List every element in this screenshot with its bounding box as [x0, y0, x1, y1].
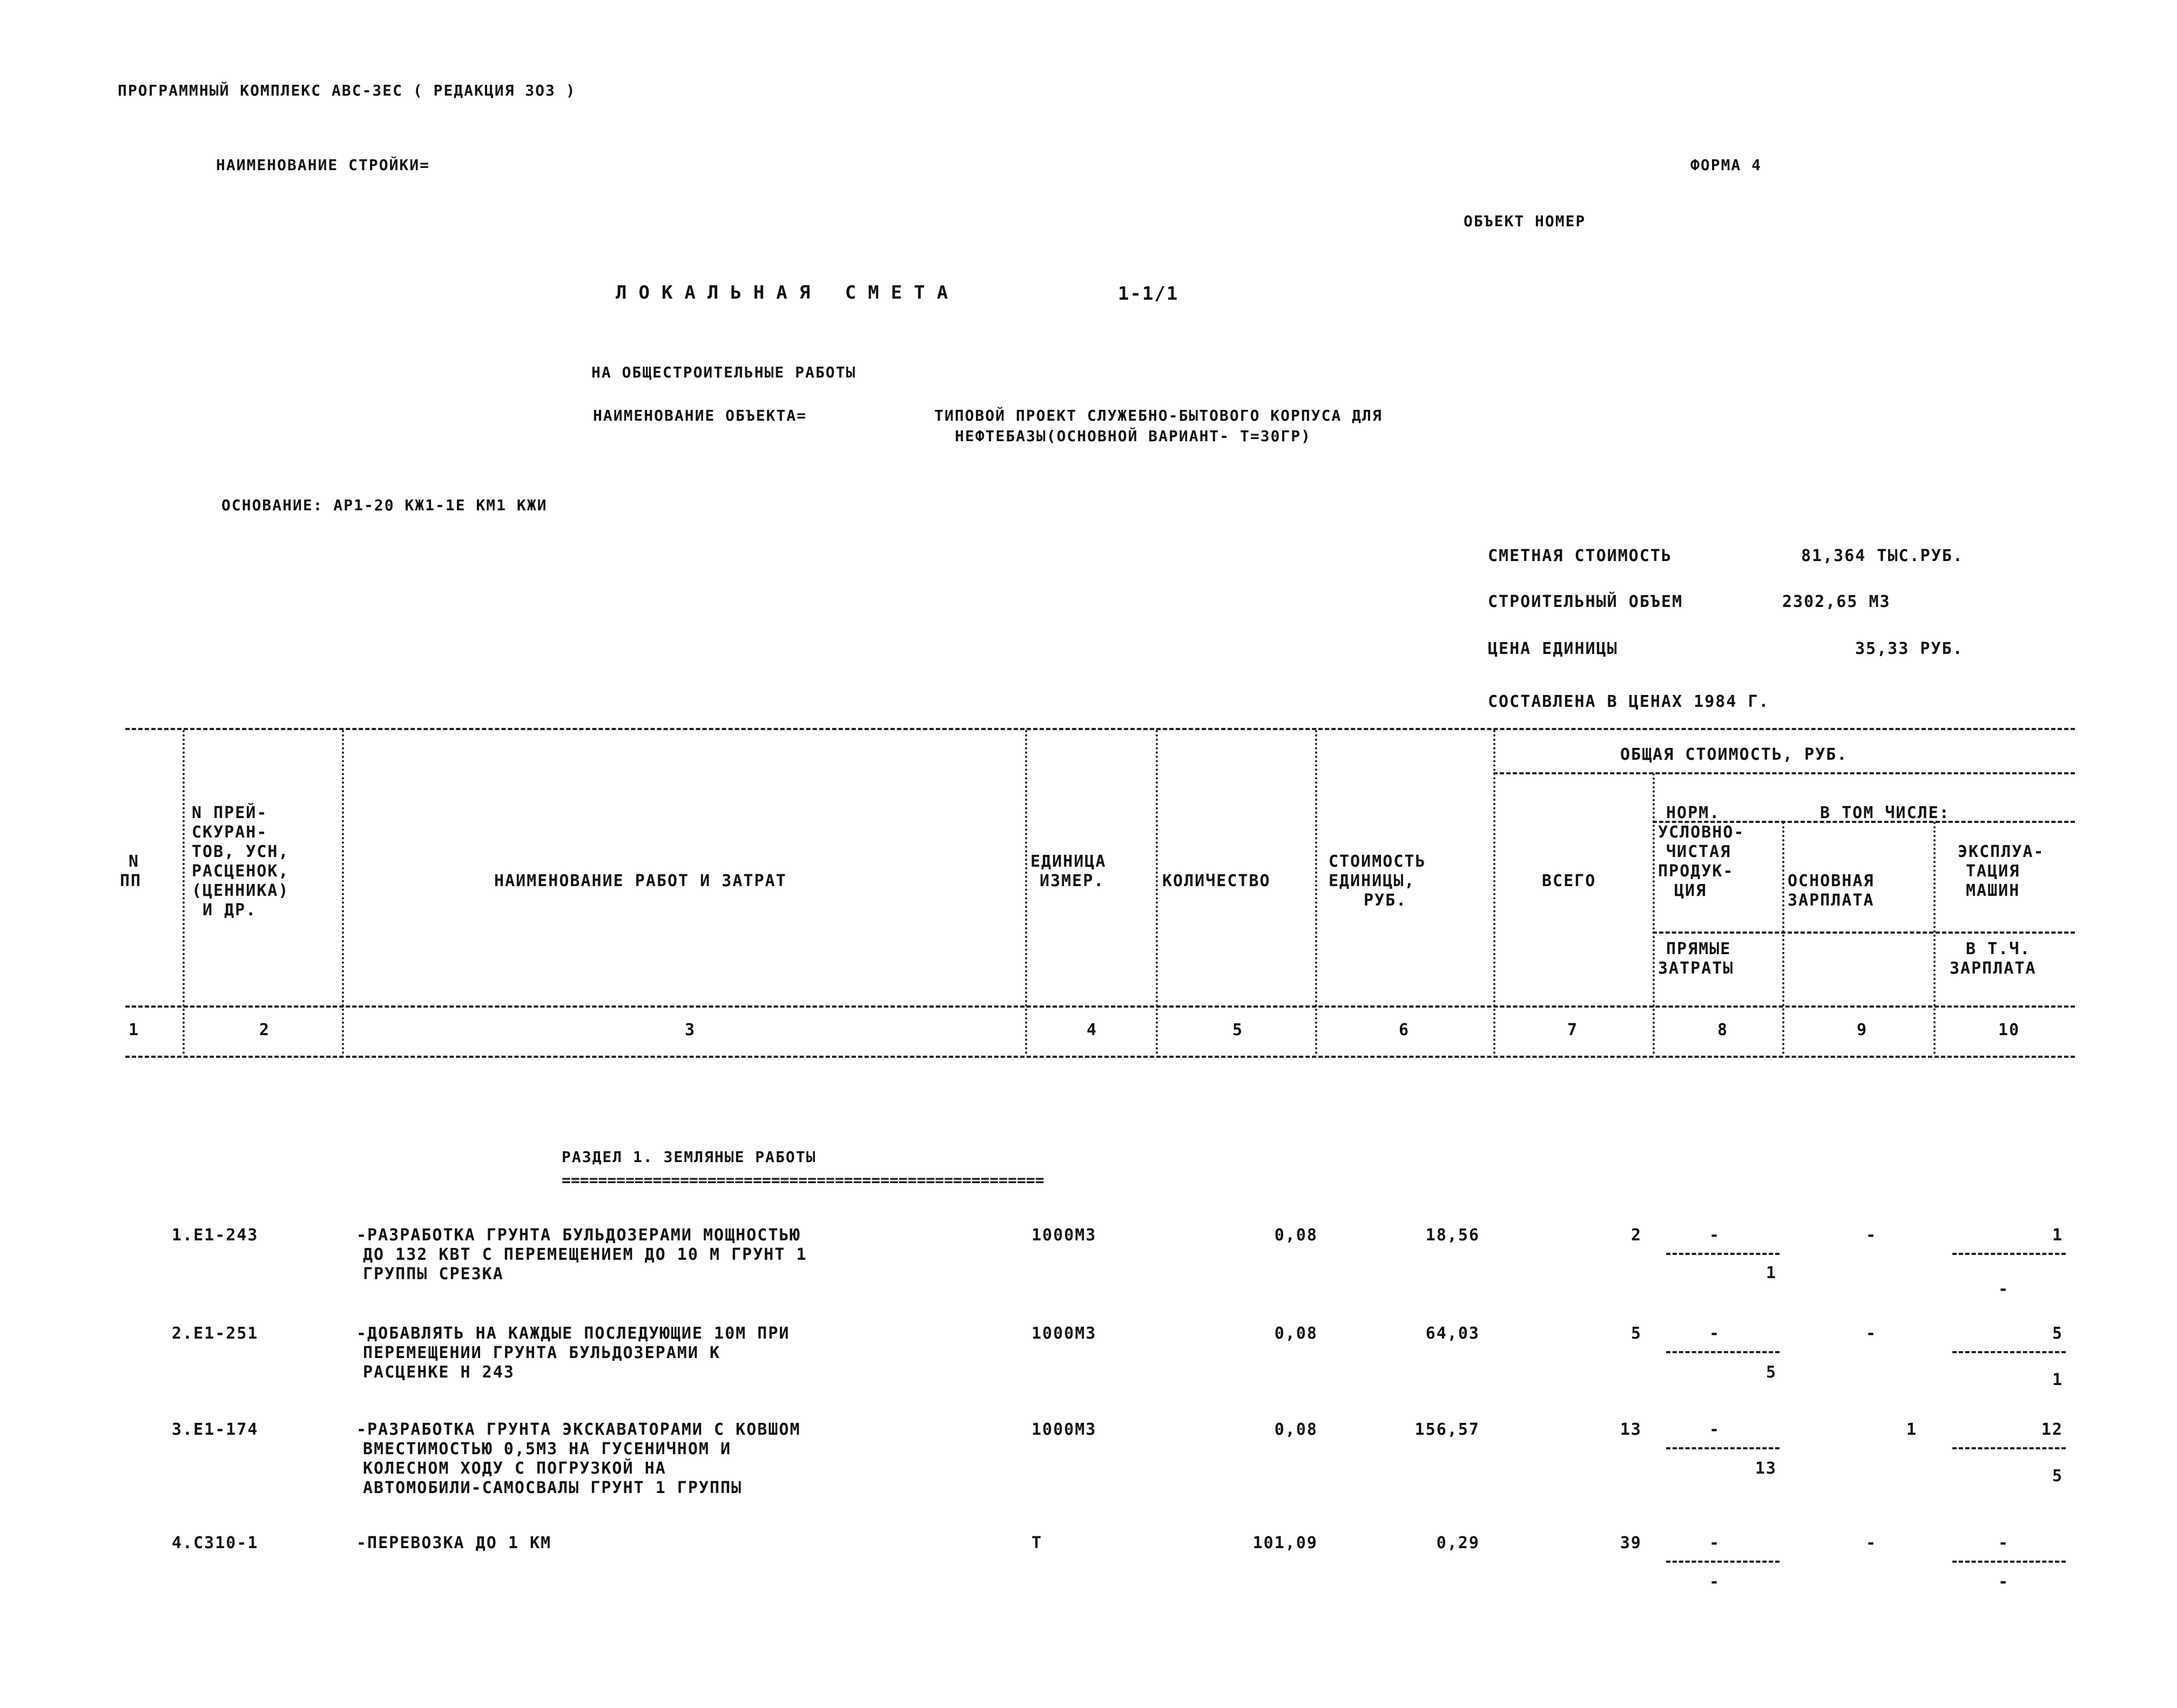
th-machine-salary-2: ЗАРПЛАТА [1950, 959, 2037, 978]
th-salary-2: ЗАРПЛАТА [1788, 891, 1875, 910]
th-machines-2: ТАЦИЯ [1966, 862, 2020, 881]
colnum-4: 4 [1087, 1021, 1098, 1039]
row-machines: 1 [2052, 1226, 2063, 1245]
th-norm-4: ПРОДУК- [1658, 862, 1734, 881]
row-name-line: -ДОБАВЛЯТЬ НА КАЖДЫЕ ПОСЛЕДУЮЩИЕ 10М ПРИ [356, 1324, 790, 1343]
summary-label-cost: СМЕТНАЯ СТОИМОСТЬ [1488, 546, 1673, 565]
row-name-line: РАСЦЕНКЕ Н 243 [363, 1363, 515, 1382]
row-quantity: 0,08 [1274, 1324, 1318, 1343]
colnum-9: 9 [1857, 1021, 1868, 1039]
row-name-line: ПЕРЕМЕЩЕНИИ ГРУНТА БУЛЬДОЗЕРАМИ К [363, 1344, 721, 1362]
row-norm: - [1709, 1420, 1721, 1439]
th-norm-1: НОРМ. [1666, 804, 1721, 822]
row-total: 39 [1620, 1534, 1642, 1552]
row-name-line: ВМЕСТИМОСТЬЮ 0,5М3 НА ГУСЕНИЧНОМ И [363, 1440, 732, 1459]
row-total: 2 [1630, 1226, 1642, 1245]
row-salary: - [1866, 1226, 1877, 1245]
row-machine-salary: 5 [2052, 1467, 2063, 1486]
th-price-3: РУБ. [1364, 891, 1407, 910]
object-label: НАИМЕНОВАНИЕ ОБЪЕКТА= [593, 407, 807, 424]
th-name: НАИМЕНОВАНИЕ РАБОТ И ЗАТРАТ [494, 872, 787, 890]
row-quantity: 0,08 [1274, 1226, 1318, 1245]
row-machine-salary: 1 [2052, 1371, 2063, 1389]
row-name-line: -РАЗРАБОТКА ГРУНТА ЭКСКАВАТОРАМИ С КОВШОМ [356, 1420, 801, 1439]
row-total: 13 [1620, 1420, 1642, 1439]
th-price-2: ЕДИНИЦЫ, [1329, 872, 1416, 890]
row-machines: 5 [2052, 1324, 2063, 1343]
th-quantity: КОЛИЧЕСТВО [1162, 872, 1271, 890]
row-name-line: ГРУППЫ СРЕЗКА [363, 1265, 504, 1284]
colnum-3: 3 [685, 1021, 696, 1039]
summary-label-volume: СТРОИТЕЛЬНЫЙ ОБЪЕМ [1488, 592, 1683, 611]
th-machine-salary-1: В Т.Ч. [1966, 940, 2031, 958]
th-code-4: РАСЦЕНОК, [192, 862, 289, 881]
row-price: 18,56 [1425, 1226, 1480, 1245]
row-unit: 1000М3 [1032, 1226, 1097, 1245]
row-price: 64,03 [1425, 1324, 1480, 1343]
row-machine-salary: - [1998, 1280, 2010, 1299]
row-name-line: ДО 132 КВТ С ПЕРЕМЕЩЕНИЕМ ДО 10 М ГРУНТ 1 [363, 1245, 807, 1264]
forma-label: ФОРМА 4 [1690, 156, 1762, 174]
row-salary: 1 [1906, 1420, 1917, 1439]
row-name-line: -ПЕРЕВОЗКА ДО 1 КМ [356, 1534, 552, 1552]
th-total-group: ОБЩАЯ СТОИМОСТЬ, РУБ. [1620, 745, 1848, 764]
summary-value-cost: 81,364 ТЫС.РУБ. [1801, 546, 1964, 565]
th-code-3: ТОВ, УСН, [192, 842, 289, 861]
row-price: 0,29 [1436, 1534, 1480, 1552]
row-code: 1.Е1-243 [172, 1226, 259, 1245]
page-title: ЛОКАЛЬНАЯ СМЕТА [616, 282, 960, 303]
row-quantity: 0,08 [1274, 1420, 1318, 1439]
colnum-1: 1 [129, 1021, 140, 1039]
th-unit-1: ЕДИНИЦА [1030, 852, 1107, 871]
th-norm-3: ЧИСТАЯ [1666, 842, 1731, 861]
row-norm: - [1709, 1534, 1721, 1552]
summary-value-unit-price: 35,33 РУБ. [1855, 639, 1964, 658]
summary-label-unit-price: ЦЕНА ЕДИНИЦЫ [1488, 639, 1618, 658]
th-norm-2: УСЛОВНО- [1658, 823, 1745, 842]
row-norm: - [1709, 1226, 1721, 1245]
th-norm-5: ЦИЯ [1674, 881, 1707, 900]
row-direct: 5 [1765, 1363, 1777, 1382]
row-quantity: 101,09 [1252, 1534, 1318, 1552]
th-price-1: СТОИМОСТЬ [1329, 852, 1426, 871]
colnum-5: 5 [1232, 1021, 1244, 1039]
row-machine-salary: - [1998, 1572, 2010, 1591]
colnum-2: 2 [259, 1021, 271, 1039]
th-pp: ПП [120, 872, 142, 890]
th-machines-1: ЭКСПЛУА- [1958, 842, 2045, 861]
section-underline: ===================================================== [562, 1171, 1044, 1189]
row-name-line: АВТОМОБИЛИ-САМОСВАЛЫ ГРУНТ 1 ГРУППЫ [363, 1479, 743, 1497]
th-code-1: N ПРЕЙ- [192, 804, 268, 822]
row-code: 3.Е1-174 [172, 1420, 259, 1439]
row-norm: - [1709, 1324, 1721, 1343]
program-line: ПРОГРАММНЫЙ КОМПЛЕКС АВС-3ЕС ( РЕДАКЦИЯ 3ОЗ ) [118, 82, 576, 99]
object-name-line-1: ТИПОВОЙ ПРОЕКТ СЛУЖЕБНО-БЫТОВОГО КОРПУСА ДЛЯ [934, 407, 1383, 424]
row-salary: - [1866, 1324, 1877, 1343]
row-code: 2.Е1-251 [172, 1324, 259, 1343]
title-number: 1-1/1 [1118, 283, 1179, 305]
row-machines: - [1998, 1534, 2010, 1552]
row-unit: 1000М3 [1032, 1324, 1097, 1343]
row-direct: 13 [1755, 1459, 1777, 1478]
colnum-7: 7 [1567, 1021, 1579, 1039]
th-in-that: В ТОМ ЧИСЛЕ: [1820, 804, 1950, 822]
object-number: ОБЪЕКТ НОМЕР [1464, 212, 1586, 230]
th-code-2: СКУРАН- [192, 823, 268, 842]
row-price: 156,57 [1414, 1420, 1480, 1439]
th-code-6: И ДР. [203, 901, 257, 920]
summary-value-volume: 2302,65 М3 [1782, 592, 1891, 611]
section-title: РАЗДЕЛ 1. ЗЕМЛЯНЫЕ РАБОТЫ [562, 1148, 817, 1166]
th-direct-2: ЗАТРАТЫ [1658, 959, 1734, 978]
row-unit: Т [1032, 1534, 1043, 1552]
row-code: 4.С310-1 [172, 1534, 259, 1552]
th-direct-1: ПРЯМЫЕ [1666, 940, 1731, 958]
subtitle: НА ОБЩЕСТРОИТЕЛЬНЫЕ РАБОТЫ [591, 363, 857, 381]
th-total: ВСЕГО [1542, 872, 1596, 890]
row-name-line: -РАЗРАБОТКА ГРУНТА БУЛЬДОЗЕРАМИ МОЩНОСТЬЮ [356, 1226, 801, 1245]
row-unit: 1000М3 [1032, 1420, 1097, 1439]
th-machines-3: МАШИН [1966, 881, 2020, 900]
row-machines: 12 [2041, 1420, 2063, 1439]
row-direct: - [1709, 1572, 1721, 1591]
row-name-line: КОЛЕСНОМ ХОДУ С ПОГРУЗКОЙ НА [363, 1459, 666, 1478]
th-code-5: (ЦЕННИКА) [192, 881, 289, 900]
stroika-label: НАИМЕНОВАНИЕ СТРОЙКИ= [216, 156, 430, 174]
colnum-8: 8 [1717, 1021, 1729, 1039]
colnum-10: 10 [1998, 1021, 2020, 1039]
row-total: 5 [1630, 1324, 1642, 1343]
row-salary: - [1866, 1534, 1877, 1552]
osnovanie: ОСНОВАНИЕ: АР1-20 КЖ1-1Е КМ1 КЖИ [221, 496, 548, 514]
th-num: N [129, 852, 140, 871]
object-name-line-2: НЕФТЕБАЗЫ(ОСНОВНОЙ ВАРИАНТ- Т=30ГР) [955, 427, 1312, 445]
th-salary-1: ОСНОВНАЯ [1788, 872, 1875, 890]
th-unit-2: ИЗМЕР. [1040, 872, 1105, 890]
colnum-6: 6 [1399, 1021, 1410, 1039]
summary-prices-year: СОСТАВЛЕНА В ЦЕНАХ 1984 Г. [1488, 692, 1770, 711]
row-direct: 1 [1765, 1264, 1777, 1282]
